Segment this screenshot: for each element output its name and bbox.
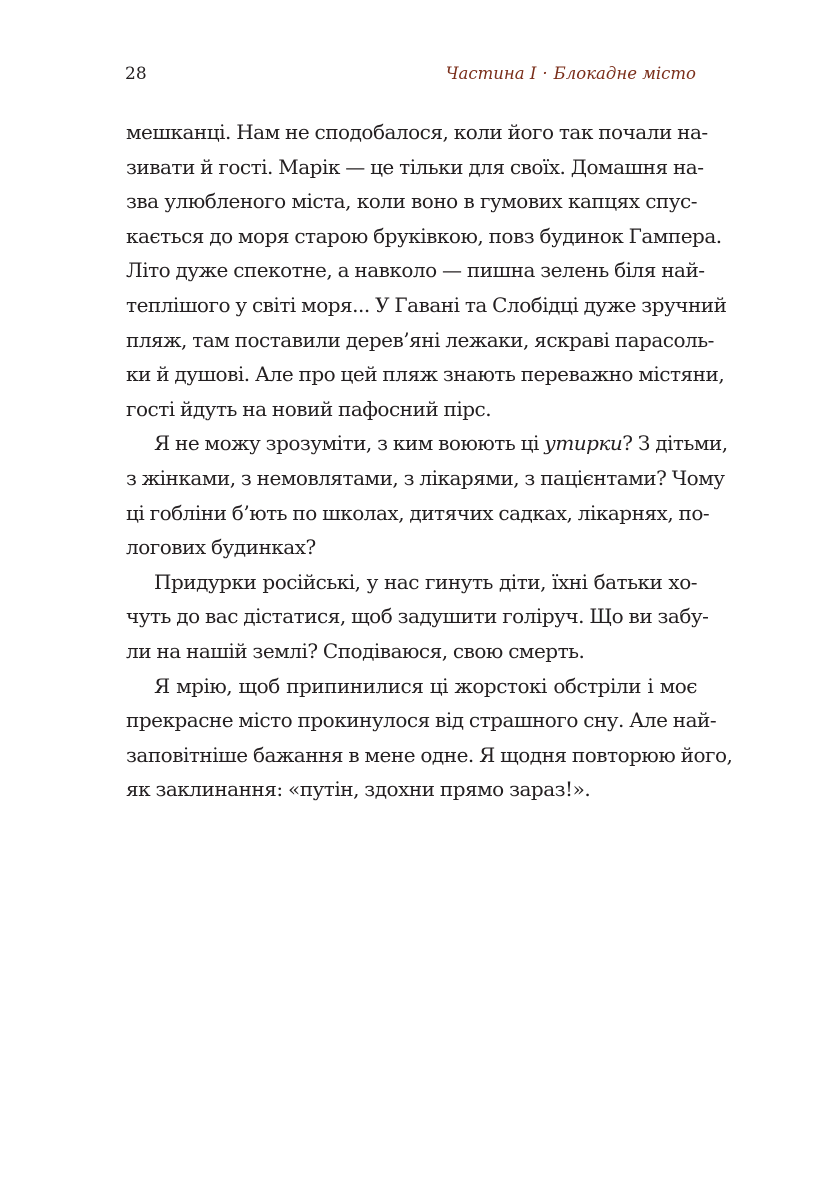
text-line: ки й душові. Але про цей пляж знають переважно містяни, [126,362,725,387]
page-header [125,64,696,90]
text-line: ці гобліни б’ють по школах, дитячих садках, лікарнях, по- [126,500,710,525]
text-line: пляж, там поставили дерев’яні лежаки, яскраві парасоль- [126,327,714,352]
running-head [446,64,696,83]
text-line: як заклинання: «путін, здохни прямо зараз!». [126,777,591,802]
text-line: заповітніше бажання в мене одне. Я щодня повторюю його, [126,742,733,767]
text-line: логових будинках? [126,535,316,560]
running-head-chapter: Блокадне місто [553,64,696,83]
running-head-part: Частина I [445,64,537,83]
text-line [126,426,728,461]
text-line: мешканці. Нам не сподобалося, коли його так почали на- [126,120,708,144]
text-segment: Я не можу зрозуміти, з ким воюють ці [154,431,545,456]
text-segment: ? З дітьми, [622,431,728,456]
text-line: Літо дуже спекотне, а навколо — пишна зелень біля най- [126,258,705,283]
text-line: гості йдуть на новий пафосний пірс. [126,396,492,421]
text-line: чуть до вас дістатися, щоб задушити голіруч. Що ви забу- [126,604,709,629]
running-head-separator: · [542,64,548,83]
text-line: зва улюбленого міста, коли воно в гумових капцях спус- [126,189,697,214]
body-text [126,115,733,807]
paragraph-2 [126,426,728,564]
paragraph-1 [126,115,727,426]
paragraph-3 [126,565,709,669]
text-line: ли на нашій землі? Сподіваюся, свою смерть. [126,638,585,663]
text-line: зивати й гості. Марік — це тільки для своїх. Домашня на- [126,154,704,179]
text-line: з жінками, з немовлятами, з лікарями, з пацієнтами? Чому [126,465,725,490]
paragraph-4 [126,669,733,807]
text-line: прекрасне місто прокинулося від страшного сну. Але най- [126,708,717,733]
page-number: 28 [125,64,147,84]
text-line: Я мрію, щоб припинилися ці жорстокі обстріли і моє [154,673,697,698]
text-line: теплішого у світі моря... У Гавані та Слобідці дуже зручний [126,292,727,317]
text-line: Придурки російські, у нас гинуть діти, їхні батьки хо- [154,569,697,594]
italic-word: утирки [544,431,623,456]
text-line: кається до моря старою бруківкою, повз будинок Гампера. [126,223,722,248]
